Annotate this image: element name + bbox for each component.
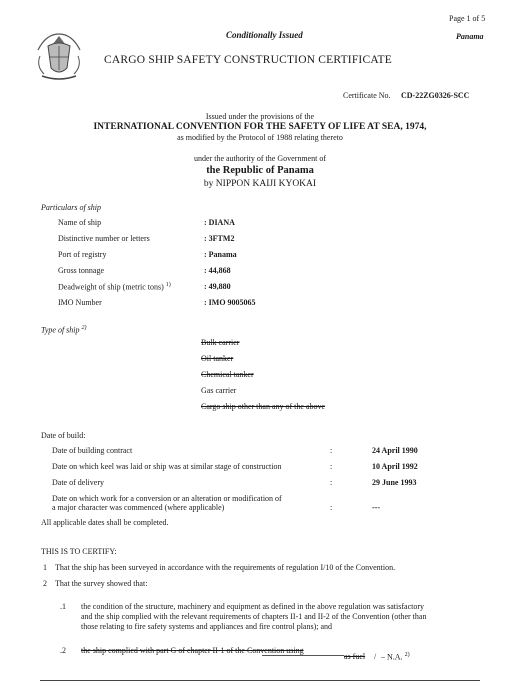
date-value: 24 April 1990 — [372, 446, 418, 455]
date-label: Date of delivery — [52, 478, 104, 487]
subclause-number: .2 — [60, 646, 66, 655]
certificate-number: CD-22ZG0326-SCC — [401, 91, 470, 100]
na-value: – N.A. — [381, 652, 403, 662]
flag-state: Panama — [456, 32, 484, 41]
clause-text: That the ship has been surveyed in accordance with the requirements of regulation I/10 of the Convention. — [55, 563, 396, 572]
footnote-mark: 2) — [404, 652, 410, 658]
blank-line — [262, 655, 344, 656]
government-name: the Republic of Panama — [206, 165, 314, 176]
particular-label: Distinctive number or letters — [58, 234, 150, 243]
footnote-mark: 1) — [165, 282, 171, 288]
ship-type-heading — [41, 325, 87, 335]
particular-label: IMO Number — [58, 298, 102, 307]
certify-heading: THIS IS TO CERTIFY: — [41, 547, 117, 556]
particular-value: : IMO 9005065 — [204, 298, 256, 307]
intro-line: Issued under the provisions of the — [205, 112, 315, 121]
subclause-number: .1 — [60, 602, 66, 611]
particular-value: : Panama — [204, 250, 237, 259]
certificate-number-label: Certificate No. — [343, 91, 391, 100]
struck-text: the ship complied with part G of chapter II-1 of the Convention using — [81, 646, 304, 655]
particular-value: : 3FTM2 — [204, 234, 235, 243]
clause-text: That the survey showed that: — [55, 579, 148, 588]
particulars-heading: Particulars of ship — [41, 203, 102, 212]
particular-value: : 49,880 — [204, 282, 231, 291]
date-value: --- — [372, 503, 380, 512]
ship-type-selected: Gas carrier — [201, 386, 237, 395]
date-colon: : — [330, 446, 333, 455]
panama-emblem — [30, 30, 88, 82]
particular-label: Name of ship — [58, 218, 102, 227]
ship-type-option: Oil tanker — [201, 354, 234, 363]
footnote-mark: 2) — [81, 325, 87, 331]
particular-label — [58, 282, 171, 292]
date-of-build-heading: Date of build: — [41, 431, 86, 440]
convention-name: INTERNATIONAL CONVENTION FOR THE SAFETY OF LIFE AT SEA, 1974, — [93, 122, 427, 132]
ship-type-option: Chemical tanker — [201, 370, 254, 379]
date-value: 10 April 1992 — [372, 462, 418, 471]
issuer-line: by NIPPON KAIJI KYOKAI — [203, 179, 317, 189]
conditional-label: Conditionally Issued — [226, 30, 303, 40]
particular-label: Port of registry — [58, 250, 107, 259]
ship-type-heading-text: Type of ship — [41, 325, 80, 335]
protocol-line: as modified by the Protocol of 1988 relating thereto — [177, 133, 343, 142]
authority-line: under the authority of the Government of — [194, 154, 326, 163]
na-text — [381, 652, 410, 662]
particular-value: : DIANA — [204, 218, 235, 227]
date-colon: : — [330, 503, 333, 512]
page-number: Page 1 of 5 — [449, 14, 486, 23]
date-value: 29 June 1993 — [372, 478, 417, 487]
date-colon: : — [330, 462, 333, 471]
date-label: Date of building contract — [52, 446, 133, 455]
subclause-line: and the ship complied with the relevant requirements of chapters II-1 and II-2 of the Convention (other than — [81, 612, 427, 621]
particular-label-text: Deadweight of ship (metric tons) — [58, 282, 164, 292]
certificate-title: CARGO SHIP SAFETY CONSTRUCTION CERTIFICATE — [104, 54, 392, 66]
date-label: Date on which work for a conversion or an alteration or modification of — [52, 494, 282, 503]
date-label: Date on which keel was laid or ship was at similar stage of construction — [52, 462, 282, 471]
dates-note: All applicable dates shall be completed. — [41, 518, 169, 527]
clause-number: 2 — [43, 579, 47, 588]
slash: / — [374, 652, 377, 661]
ship-type-option: Bulk carrier — [201, 338, 240, 347]
date-label-cont: a major character was commenced (where applicable) — [52, 503, 225, 512]
date-colon: : — [330, 478, 333, 487]
particular-label: Gross tonnage — [58, 266, 104, 275]
page-divider — [40, 680, 480, 681]
struck-text: as fuel — [344, 652, 366, 661]
ship-type-option: Cargo ship other than any of the above — [201, 402, 326, 411]
particular-value: : 44,868 — [204, 266, 231, 275]
subclause-line: those relating to fire safety systems and appliances and fire control plans); and — [81, 622, 333, 631]
clause-number: 1 — [43, 563, 47, 572]
subclause-line: the condition of the structure, machinery and equipment as defined in the above regulation was satisfactory — [81, 602, 424, 611]
